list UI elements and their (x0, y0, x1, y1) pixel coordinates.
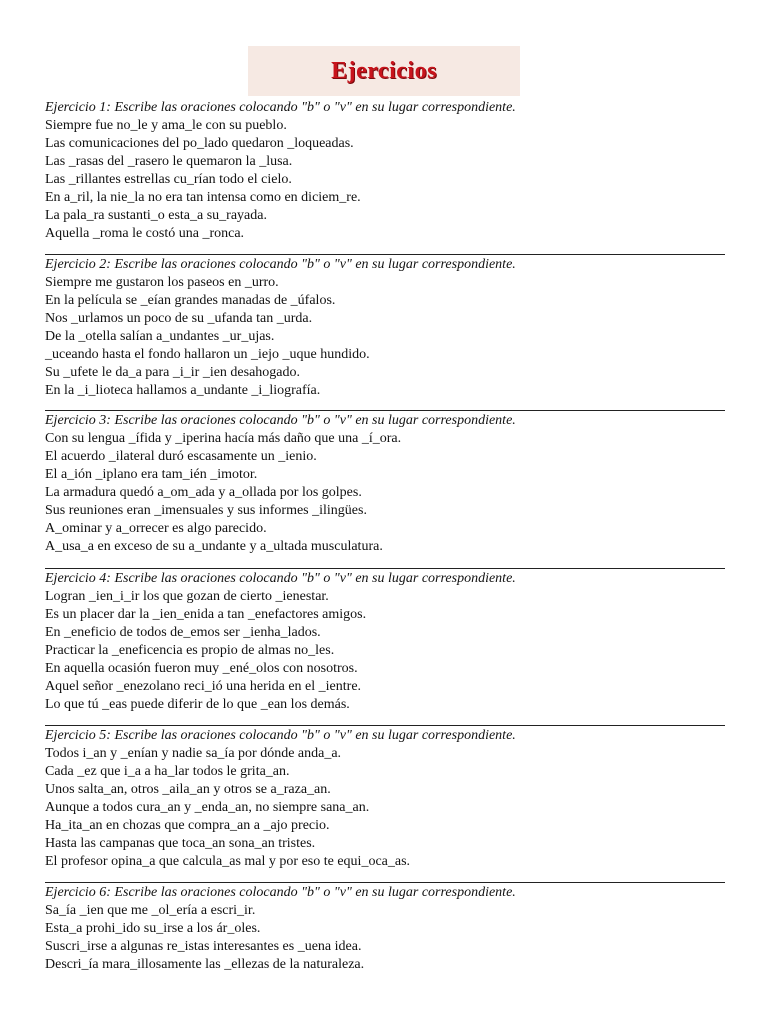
exercise-line: Aquel señor _enezolano reci_ió una herida en el _ientre. (45, 679, 362, 694)
exercise-line: Siempre me gustaron los paseos en _urro. (45, 275, 279, 290)
exercise-6 (45, 884, 725, 974)
exercise-line: El a_ión _iplano era tam_ién _imotor. (45, 467, 258, 482)
exercise-line: El profesor opina_a que calcula_as mal y por eso te equi_oca_as. (45, 854, 411, 869)
exercise-5 (45, 727, 725, 871)
exercise-line: Es un placer dar la _ien_enida a tan _enefactores amigos. (45, 607, 367, 622)
exercise-line: Logran _ien_i_ir los que gozan de cierto _ienestar. (45, 589, 329, 604)
exercise-1 (45, 99, 725, 243)
exercise-instruction: Ejercicio 5: Escribe las oraciones colocando "b" o "v" en su lugar correspondiente. (45, 728, 516, 743)
exercise-line: De la _otella salían a_undantes _ur_ujas. (45, 329, 275, 344)
exercise-line: Siempre fue no_le y ama_le con su pueblo. (45, 118, 287, 133)
exercise-line: Su _ufete le da_a para _i_ir _ien desahogado. (45, 365, 301, 380)
exercise-line: Las comunicaciones del po_lado quedaron _loqueadas. (45, 136, 354, 151)
exercise-line: Con su lengua _ífida y _iperina hacía más daño que una _í_ora. (45, 431, 402, 446)
exercise-instruction: Ejercicio 6: Escribe las oraciones colocando "b" o "v" en su lugar correspondiente. (45, 885, 516, 900)
exercise-line: Sa_ía _ien que me _ol_ería a escri_ir. (45, 903, 256, 918)
exercise-line: Unos salta_an, otros _aila_an y otros se a_raza_an. (45, 782, 331, 797)
exercise-line: _uceando hasta el fondo hallaron un _iejo _uque hundido. (45, 347, 370, 362)
exercise-line: Aunque a todos cura_an y _enda_an, no siempre sana_an. (45, 800, 370, 815)
exercise-line: Esta_a prohi_ido su_irse a los ár_oles. (45, 921, 261, 936)
exercise-3 (45, 412, 725, 556)
title-box (248, 46, 520, 96)
section-divider (45, 410, 725, 411)
exercise-line: Sus reuniones eran _imensuales y sus informes _ilingües. (45, 503, 367, 518)
exercise-line: En la película se _eían grandes manadas de _úfalos. (45, 293, 336, 308)
exercise-instruction: Ejercicio 1: Escribe las oraciones colocando "b" o "v" en su lugar correspondiente. (45, 100, 516, 115)
section-divider (45, 254, 725, 255)
section-divider (45, 882, 725, 883)
exercise-line: Practicar la _eneficencia es propio de almas no_les. (45, 643, 335, 658)
exercise-line: Las _rillantes estrellas cu_rían todo el cielo. (45, 172, 292, 187)
exercise-line: La armadura quedó a_om_ada y a_ollada por los golpes. (45, 485, 362, 500)
exercise-line: Descri_ía mara_illosamente las _ellezas de la naturaleza. (45, 957, 365, 972)
exercise-instruction: Ejercicio 2: Escribe las oraciones colocando "b" o "v" en su lugar correspondiente. (45, 257, 516, 272)
page-title: Ejercicios (331, 57, 437, 84)
exercise-instruction: Ejercicio 3: Escribe las oraciones colocando "b" o "v" en su lugar correspondiente. (45, 413, 516, 428)
exercise-line: En la _i_lioteca hallamos a_undante _i_liografía. (45, 383, 321, 398)
exercise-line: Hasta las campanas que toca_an sona_an tristes. (45, 836, 316, 851)
exercise-line: A_usa_a en exceso de su a_undante y a_ultada musculatura. (45, 539, 383, 554)
section-divider (45, 568, 725, 569)
exercise-line: Nos _urlamos un poco de su _ufanda tan _urda. (45, 311, 313, 326)
exercise-2 (45, 256, 725, 400)
exercise-line: Las _rasas del _rasero le quemaron la _lusa. (45, 154, 293, 169)
exercise-4 (45, 570, 725, 714)
exercise-line: En aquella ocasión fueron muy _ené_olos con nosotros. (45, 661, 358, 676)
exercise-line: Todos i_an y _enían y nadie sa_ía por dónde anda_a. (45, 746, 342, 761)
exercise-instruction: Ejercicio 4: Escribe las oraciones colocando "b" o "v" en su lugar correspondiente. (45, 571, 516, 586)
exercise-line: La pala_ra sustanti_o esta_a su_rayada. (45, 208, 267, 223)
exercise-line: Aquella _roma le costó una _ronca. (45, 226, 245, 241)
exercise-line: Suscri_irse a algunas re_istas interesantes es _uena idea. (45, 939, 362, 954)
exercise-line: Ha_ita_an en chozas que compra_an a _ajo precio. (45, 818, 330, 833)
section-divider (45, 725, 725, 726)
exercise-line: Lo que tú _eas puede diferir de lo que _ean los demás. (45, 697, 350, 712)
exercise-line: En a_ril, la nie_la no era tan intensa como en diciem_re. (45, 190, 361, 205)
exercise-line: A_ominar y a_orrecer es algo parecido. (45, 521, 267, 536)
exercise-line: Cada _ez que i_a a ha_lar todos le grita_an. (45, 764, 290, 779)
exercise-line: El acuerdo _ilateral duró escasamente un _ienio. (45, 449, 317, 464)
exercise-line: En _eneficio de todos de_emos ser _ienha_lados. (45, 625, 321, 640)
